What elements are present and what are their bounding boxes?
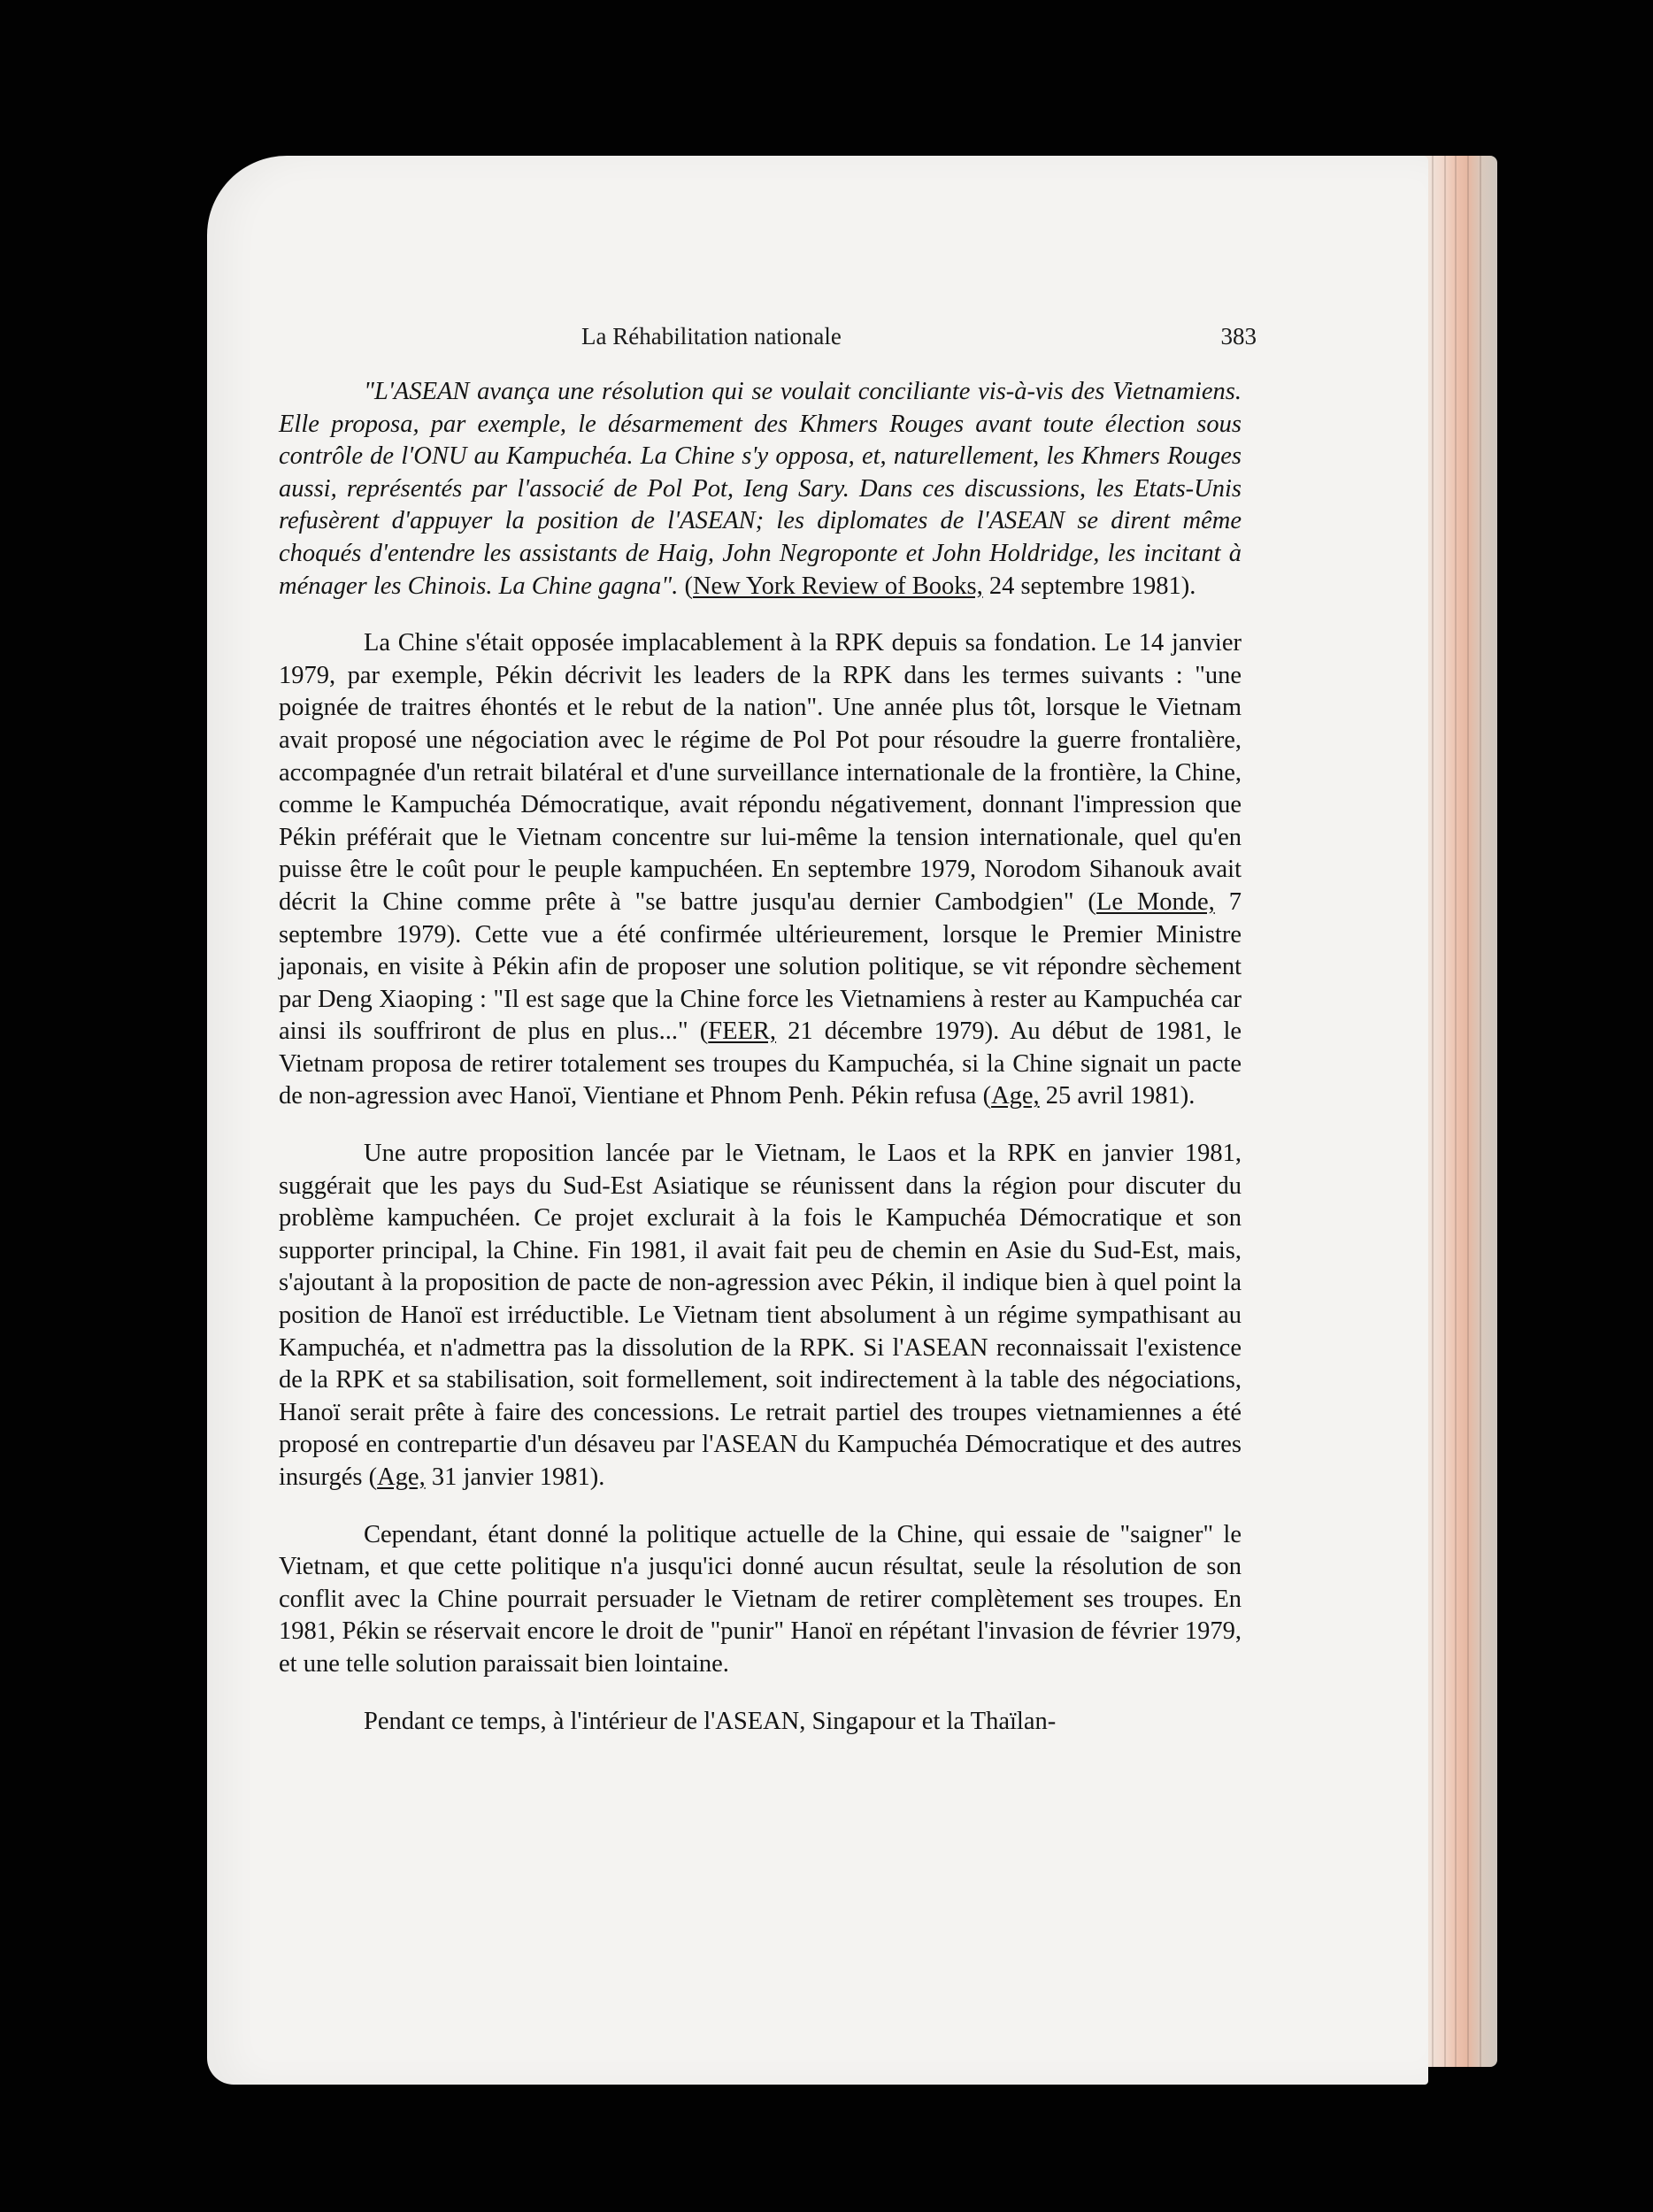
paragraph-2-text-3: 21 décembre 1979). Au début de 1981, le Vietnam proposa de retirer totalement ses troupes du Kampuchéa, si la Chine signait un pacte de non-agression avec Hanoï, Vientiane et Phnom Penh. Pékin refusa ( [279,1018,1242,1110]
body-text [279,376,1242,1763]
paragraph-3 [279,1138,1242,1494]
paragraph-2-text-1: La Chine s'était opposée implacablement à la RPK depuis sa fondation. Le 14 janvier 1979, par exemple, Pékin décrivit les leaders de la RPK dans les termes suivants : "une poignée de traitres éhontés et le rebut de la nation". Une année plus tôt, lorsque le Vietnam avait proposé une négociation avec le régime de Pol Pot pour résoudre la guerre frontalière, accompagnée d'un retrait bilatéral et d'une surveillance internationale de la frontière, la Chine, comme le Kampuchéa Démocratique, avait répondu négativement, donnant l'impression que Pékin préférait que le Vietnam concentre sur lui-même la tension internationale, quel qu'en puisse être le coût pour le peuple kampuchéen. En septembre 1979, Norodom Sihanouk avait décrit la Chine comme prête à "se battre jusqu'au dernier Cambodgien" ( [279,629,1242,916]
paragraph-3-text-1: Une autre proposition lancée par le Vietnam, le Laos et la RPK en janvier 1981, suggérait que les pays du Sud-Est Asiatique se réunissent dans la région pour discuter du problème kampuchéen. Ce projet exclurait à la fois le Kampuchéa Démocratique et son supporter principal, la Chine. Fin 1981, il avait fait peu de chemin en Asie du Sud-Est, mais, s'ajoutant à la proposition de pacte de non-agression avec Pékin, il indique bien à quel point la position de Hanoï est irréductible. Le Vietnam tient absolument à un régime sympathisant au Kampuchéa, et n'admettra pas la dissolution de la RPK. Si l'ASEAN reconnaissait l'existence de la RPK et sa stabilisation, soit formellement, soit indirectement à la table des négociations, Hanoï serait prête à faire des concessions. Le retrait partiel des troupes vietnamiennes a été proposé en contrepartie d'un désaveu par l'ASEAN du Kampuchéa Démocratique et des autres insurgés ( [279,1140,1242,1491]
paragraph-2-text-4: 25 avril 1981). [1039,1082,1196,1110]
page-number: 383 [1220,323,1257,349]
quote-text: "L'ASEAN avança une résolution qui se voulait conciliante vis-à-vis des Vietnamiens. Elle proposa, par exemple, le désarmement des Khmers Rouges avant toute élection sous contrôle de l'ONU au Kampuchéa. La Chine s'y opposa, et, naturellement, les Khmers Rouges aussi, représentés par l'associé de Pol Pot, Ieng Sary. Dans ces discussions, les Etats-Unis refusèrent d'appuyer la position de l'ASEAN; les diplomates de l'ASEAN se dirent même choqués d'entendre les assistants de Haig, John Negroponte et John Holdridge, les incitant à ménager les Chinois. La Chine gagna". [279,378,1242,600]
paragraph-5: Pendant ce temps, à l'intérieur de l'ASEAN, Singapour et la Thaïlan- [364,1707,1057,1735]
paragraph-2 [279,627,1242,1113]
paragraph-quote [279,376,1242,603]
citation-open: ( [684,572,693,600]
citation-age: Age, [991,1082,1040,1110]
citation-source: New York Review of Books, [692,572,983,600]
paragraph-3-text-2: 31 janvier 1981). [425,1463,605,1491]
citation-feer: FEER, [708,1018,777,1046]
citation-date: 24 septembre 1981). [982,572,1196,600]
paragraph-4: Cependant, étant donné la politique actuelle de la Chine, qui essaie de "saigner" le Vietnam, et que cette politique n'a jusqu'ici donné aucun résultat, seule la résolution de son conflit avec la Chine pourrait persuader le Vietnam de retirer complètement ses troupes. En 1981, Pékin se réservait encore le droit de "punir" Hanoï en répétant l'invasion de février 1979, et une telle solution paraissait bien lointaine. [279,1520,1242,1678]
running-title: La Réhabilitation nationale [581,323,842,349]
citation-le-monde: Le Monde, [1096,887,1215,916]
paragraph-2-text-2: 7 septembre 1979). Cette vue a été confirmée ultérieurement, lorsque le Premier Ministre japonais, en visite à Pékin afin de proposer une solution politique, se vit répondre sèchement par Deng Xiaoping : "Il est sage que la Chine force les Vietnamiens à rester au Kampuchéa car ainsi ils souffriront de plus en plus..." ( [279,887,1242,1046]
page-header [372,323,1257,358]
citation-age-2: Age, [377,1463,426,1491]
